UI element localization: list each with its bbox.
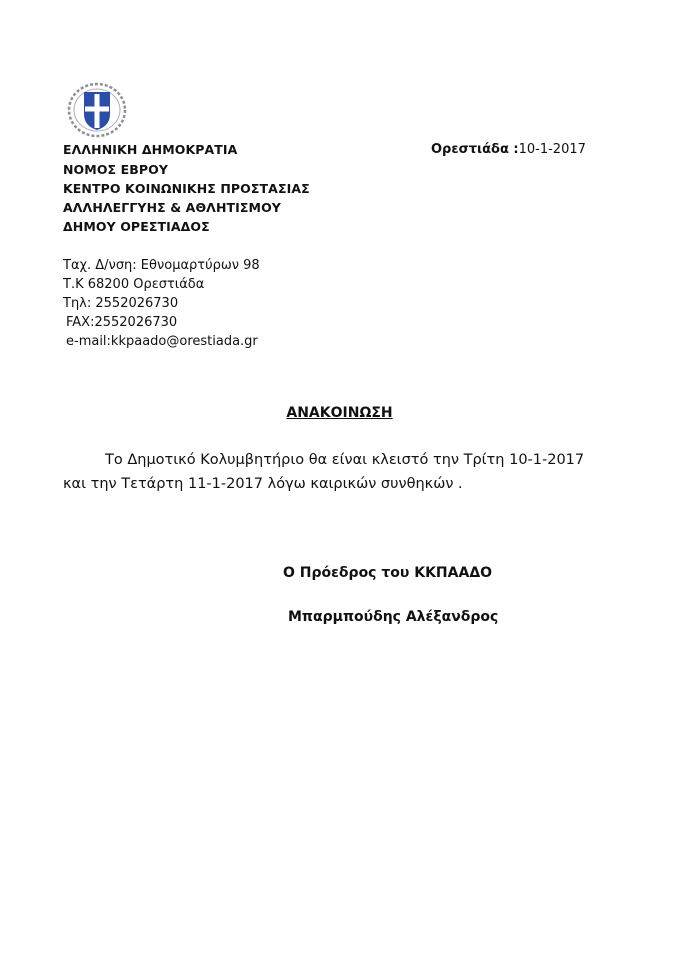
announcement-line-1: Το Δημοτικό Κολυμβητήριο θα είναι κλειστό την Τρίτη 10-1-2017 [105, 452, 585, 468]
org-line-solidarity: ΑΛΛΗΛΕΓΓΥΗΣ & ΑΘΛΗΤΙΣΜΟΥ [63, 200, 281, 215]
contact-email: e-mail:kkpaado@orestiada.gr [66, 334, 258, 349]
document-date [431, 142, 586, 157]
org-line-center: ΚΕΝΤΡΟ ΚΟΙΝΩΝΙΚΗΣ ΠΡΟΣΤΑΣΙΑΣ [63, 181, 310, 196]
contact-postal: Τ.Κ 68200 Ορεστιάδα [63, 277, 205, 292]
place-label: Ορεστιάδα : [431, 142, 519, 157]
org-line-country: ΕΛΛΗΝΙΚΗ ΔΗΜΟΚΡΑΤΙΑ [63, 142, 238, 157]
org-line-prefecture: ΝΟΜΟΣ ΕΒΡΟΥ [63, 162, 169, 177]
org-line-municipality: ΔΗΜΟΥ ΟΡΕΣΤΙΑΔΟΣ [63, 219, 210, 234]
date-value: 10-1-2017 [518, 142, 586, 157]
contact-address: Ταχ. Δ/νση: Εθνομαρτύρων 98 [63, 258, 260, 273]
contact-fax: FAX:2552026730 [66, 315, 178, 330]
contact-phone: Τηλ: 2552026730 [63, 296, 179, 311]
greek-coat-of-arms-icon [66, 82, 128, 138]
announcement-line-2: και την Τετάρτη 11-1-2017 λόγω καιρικών συνθηκών . [63, 476, 463, 492]
announcement-title-text: ΑΝΑΚΟΙΝΩΣΗ [286, 405, 393, 421]
announcement-title [0, 405, 679, 421]
signature-role: Ο Πρόεδρος του ΚΚΠΑΑΔΟ [283, 565, 493, 581]
signature-name: Μπαρμπούδης Αλέξανδρος [288, 609, 499, 625]
